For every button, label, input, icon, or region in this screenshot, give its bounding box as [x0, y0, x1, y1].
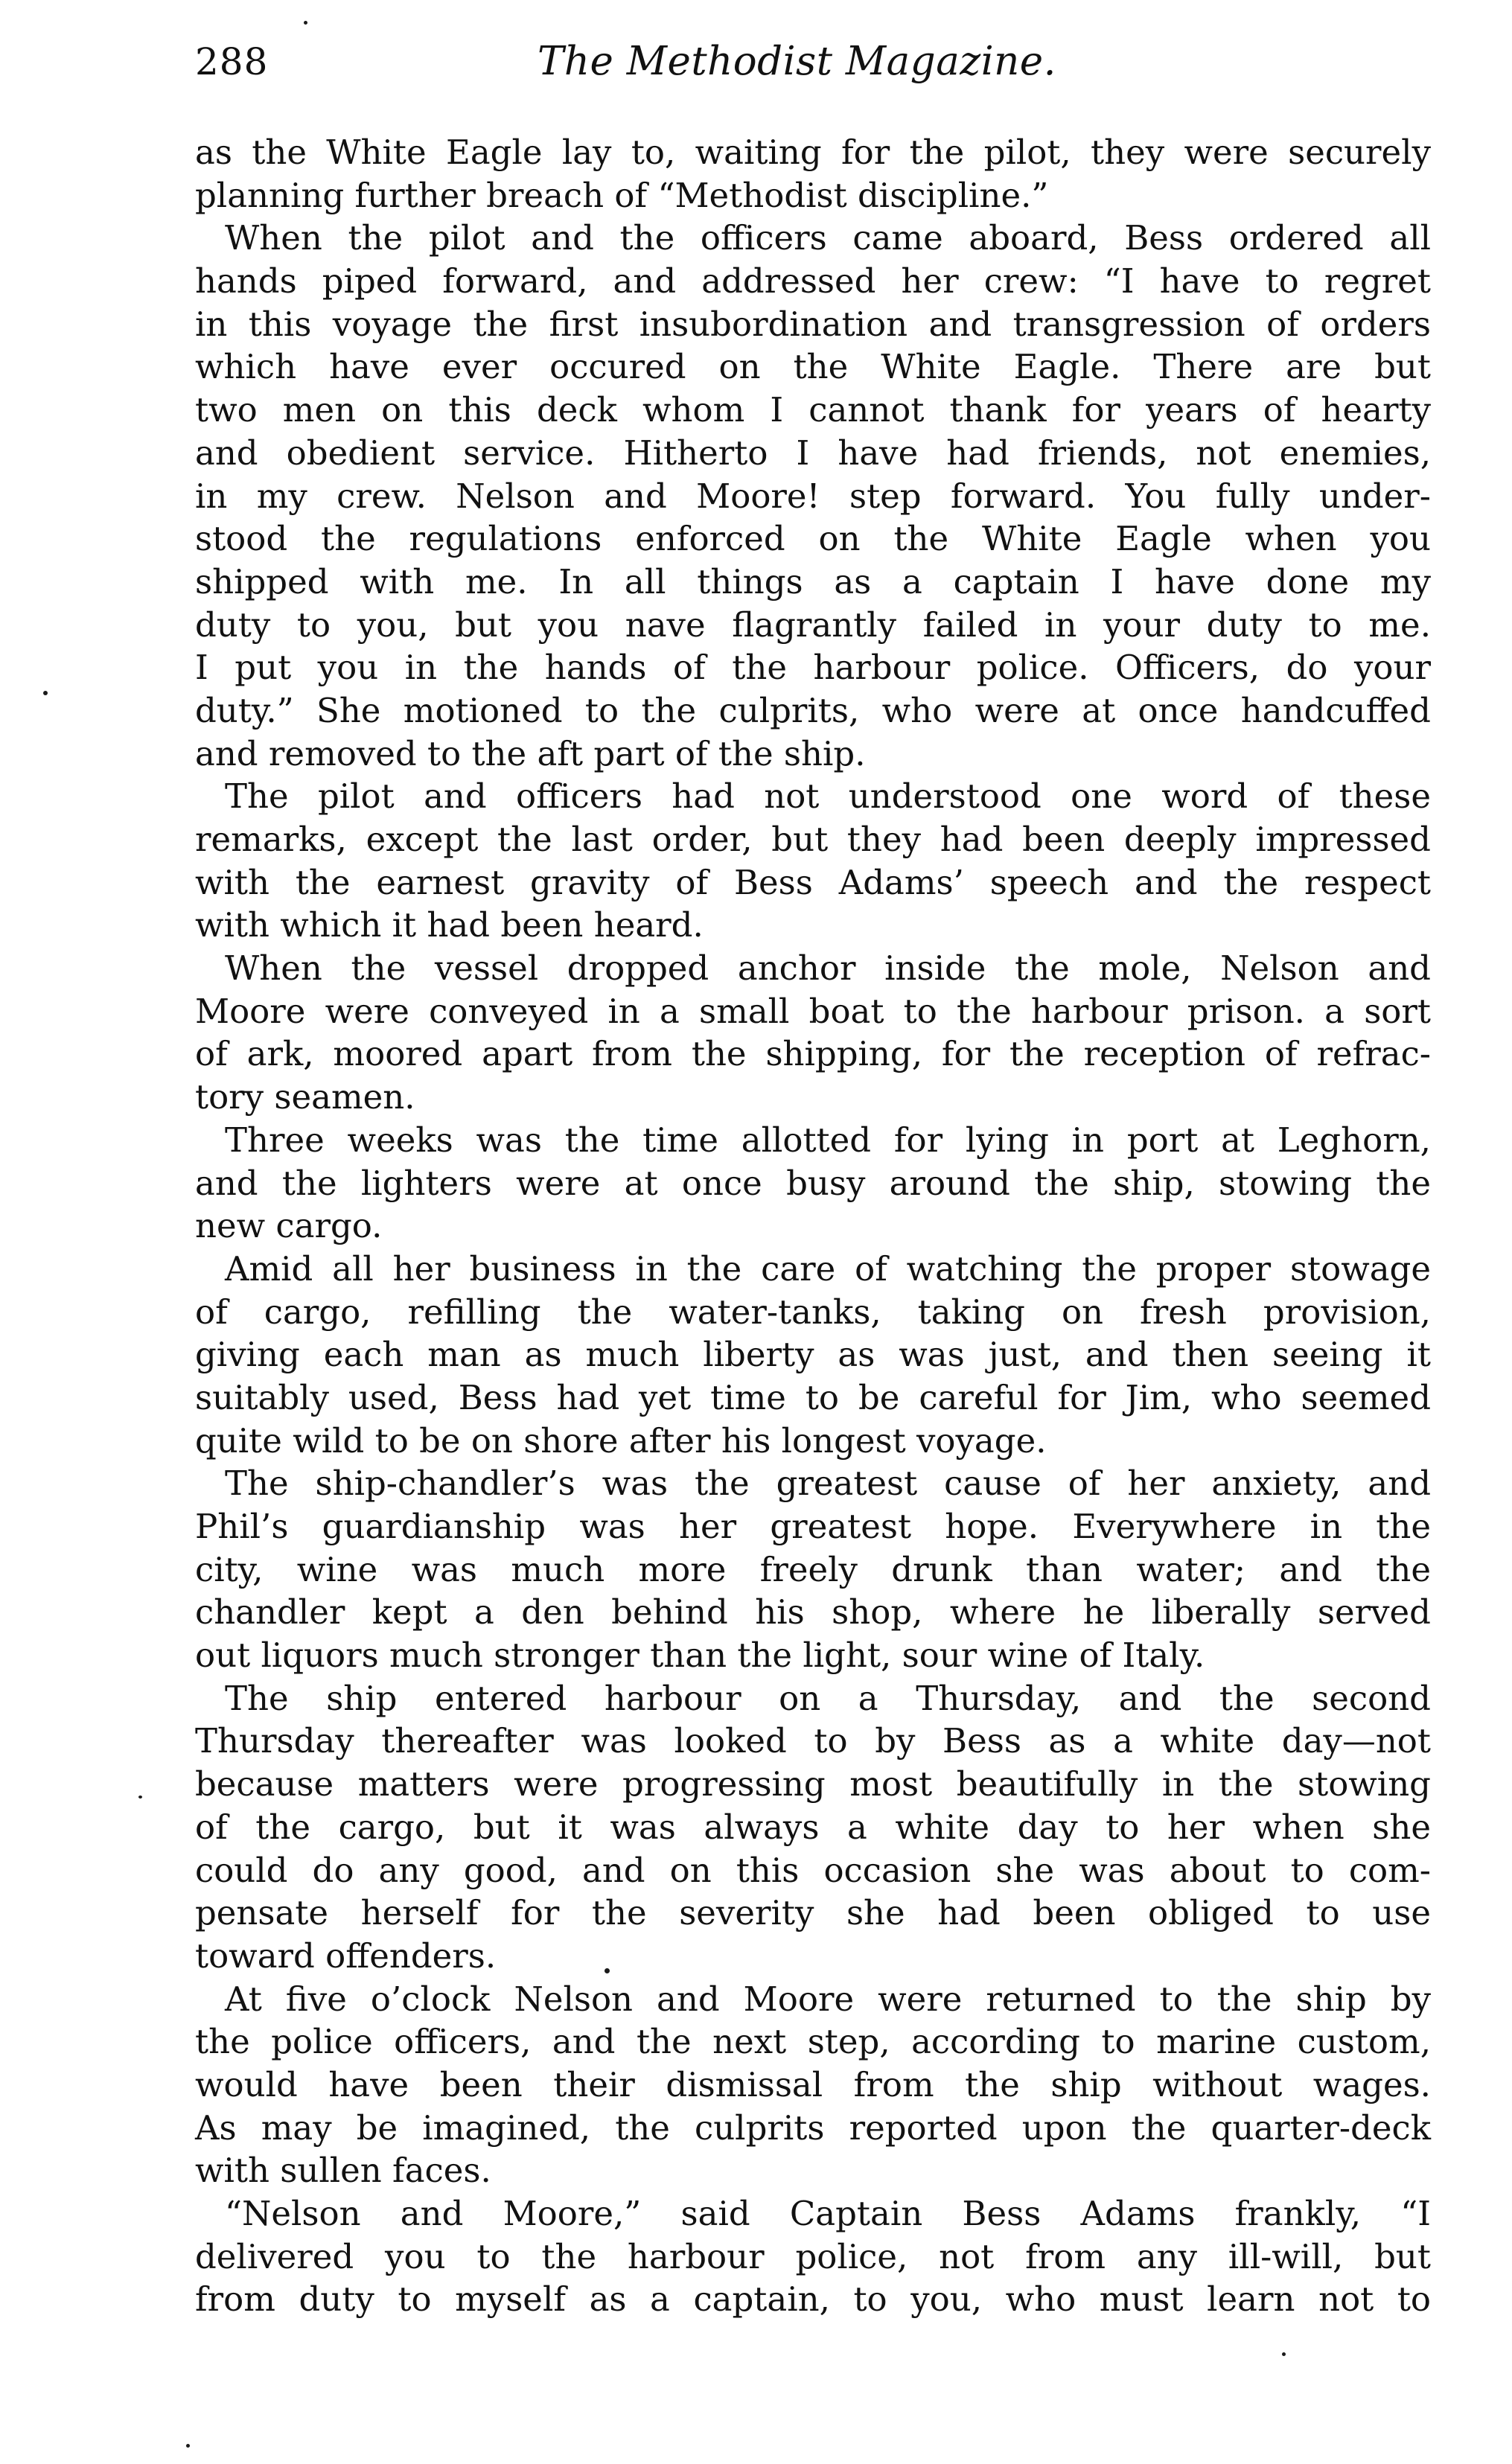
scan-speck — [186, 2444, 190, 2448]
scan-speck — [1282, 2352, 1286, 2356]
text-line: The ship-chandler’s was the greatest cause of her anxiety, and — [225, 1464, 1431, 1504]
text-line: with sullen faces. — [195, 2151, 491, 2191]
text-line: and removed to the aft part of the ship. — [195, 733, 866, 773]
text-line: Phil’s guardianship was her greatest hope. Everywhere in the — [195, 1507, 1431, 1546]
running-title: The Methodist Magazine. — [538, 39, 1057, 84]
text-line: of the cargo, but it was always a white day to her when she — [195, 1807, 1431, 1847]
text-line: shipped with me. In all things as a captain I have done my — [195, 561, 1431, 601]
text-line: could do any good, and on this occasion she was about to com- — [195, 1850, 1431, 1890]
text-line: The pilot and officers had not understood one word of these — [225, 776, 1431, 817]
text-line: tory seamen. — [195, 1077, 415, 1117]
text-line: as the White Eagle lay to, waiting for the pilot, they were securely — [195, 133, 1431, 172]
text-line: and obedient service. Hitherto I have had friends, not enemies, — [195, 433, 1431, 473]
text-line: with which it had been heard. — [195, 905, 704, 945]
text-line: duty.” She motioned to the culprits, who were at once handcuffed — [195, 690, 1431, 730]
text-line: giving each man as much liberty as was just, and then seeing it — [195, 1335, 1431, 1375]
body-text — [195, 131, 1431, 2321]
text-line: Three weeks was the time allotted for lying in port at Leghorn, — [225, 1120, 1431, 1160]
text-line: planning further breach of “Methodist discipline.” — [195, 175, 1049, 215]
scan-speck — [304, 21, 307, 25]
text-line: stood the regulations enforced on the White Eagle when you — [195, 519, 1431, 559]
text-line: chandler kept a den behind his shop, where he liberally served — [195, 1592, 1431, 1632]
scan-speck — [605, 1968, 610, 1973]
text-line: suitably used, Bess had yet time to be careful for Jim, who seemed — [195, 1377, 1431, 1417]
text-line: out liquors much stronger than the light, sour wine of Italy. — [195, 1635, 1205, 1676]
text-line: the police officers, and the next step, according to marine custom, — [195, 2022, 1431, 2062]
text-line: Moore were conveyed in a small boat to the harbour prison. a sort — [195, 991, 1431, 1031]
running-head — [195, 36, 1431, 103]
text-line: As may be imagined, the culprits reported upon the quarter-deck — [195, 2107, 1431, 2148]
text-line: duty to you, but you nave flagrantly failed in your duty to me. — [195, 604, 1431, 645]
text-line: hands piped forward, and addressed her crew: “I have to regret — [195, 261, 1431, 301]
text-line: because matters were progressing most beautifully in the stowing — [195, 1764, 1431, 1804]
text-line: and the lighters were at once busy around the ship, stowing the — [195, 1163, 1431, 1203]
text-line: from duty to myself as a captain, to you, who must learn not to — [195, 2279, 1431, 2320]
text-line: in this voyage the first insubordination and transgression of orders — [195, 304, 1431, 344]
text-line: When the vessel dropped anchor inside the mole, Nelson and — [225, 948, 1431, 989]
text-line: At five o’clock Nelson and Moore were returned to the ship by — [225, 1979, 1431, 2019]
text-line: toward offenders. — [195, 1935, 497, 1976]
text-line: quite wild to be on shore after his longest voyage. — [195, 1420, 1047, 1461]
text-line: of cargo, refilling the water-tanks, taking on fresh provision, — [195, 1292, 1431, 1332]
text-line: of ark, moored apart from the shipping, for the reception of refrac- — [195, 1034, 1431, 1074]
text-line: new cargo. — [195, 1206, 383, 1246]
page-number: 288 — [195, 40, 269, 83]
text-line: Thursday thereafter was looked to by Bess as a white day—not — [195, 1721, 1431, 1761]
text-line: pensate herself for the severity she had been obliged to use — [195, 1893, 1431, 1933]
text-line: two men on this deck whom I cannot thank for years of hearty — [195, 390, 1431, 430]
text-line: city, wine was much more freely drunk than water; and the — [195, 1549, 1431, 1589]
scan-speck — [138, 1796, 142, 1798]
text-line: in my crew. Nelson and Moore! step forward. You fully under- — [195, 476, 1431, 516]
text-line: would have been their dismissal from the ship without wages. — [195, 2064, 1431, 2104]
text-line: “Nelson and Moore,” said Captain Bess Adams frankly, “I — [225, 2194, 1431, 2233]
scan-speck — [43, 691, 48, 695]
text-line: remarks, except the last order, but they had been deeply impressed — [195, 820, 1431, 859]
text-line: Amid all her business in the care of watching the proper stowage — [225, 1248, 1431, 1289]
text-line: I put you in the hands of the harbour police. Officers, do your — [195, 648, 1431, 688]
text-line: which have ever occured on the White Eagle. There are but — [195, 347, 1431, 387]
text-line: with the earnest gravity of Bess Adams’ speech and the respect — [195, 862, 1431, 902]
text-line: delivered you to the harbour police, not from any ill-will, but — [195, 2236, 1431, 2276]
text-line: The ship entered harbour on a Thursday, and the second — [225, 1678, 1431, 1718]
text-line: When the pilot and the officers came aboard, Bess ordered all — [225, 218, 1431, 258]
